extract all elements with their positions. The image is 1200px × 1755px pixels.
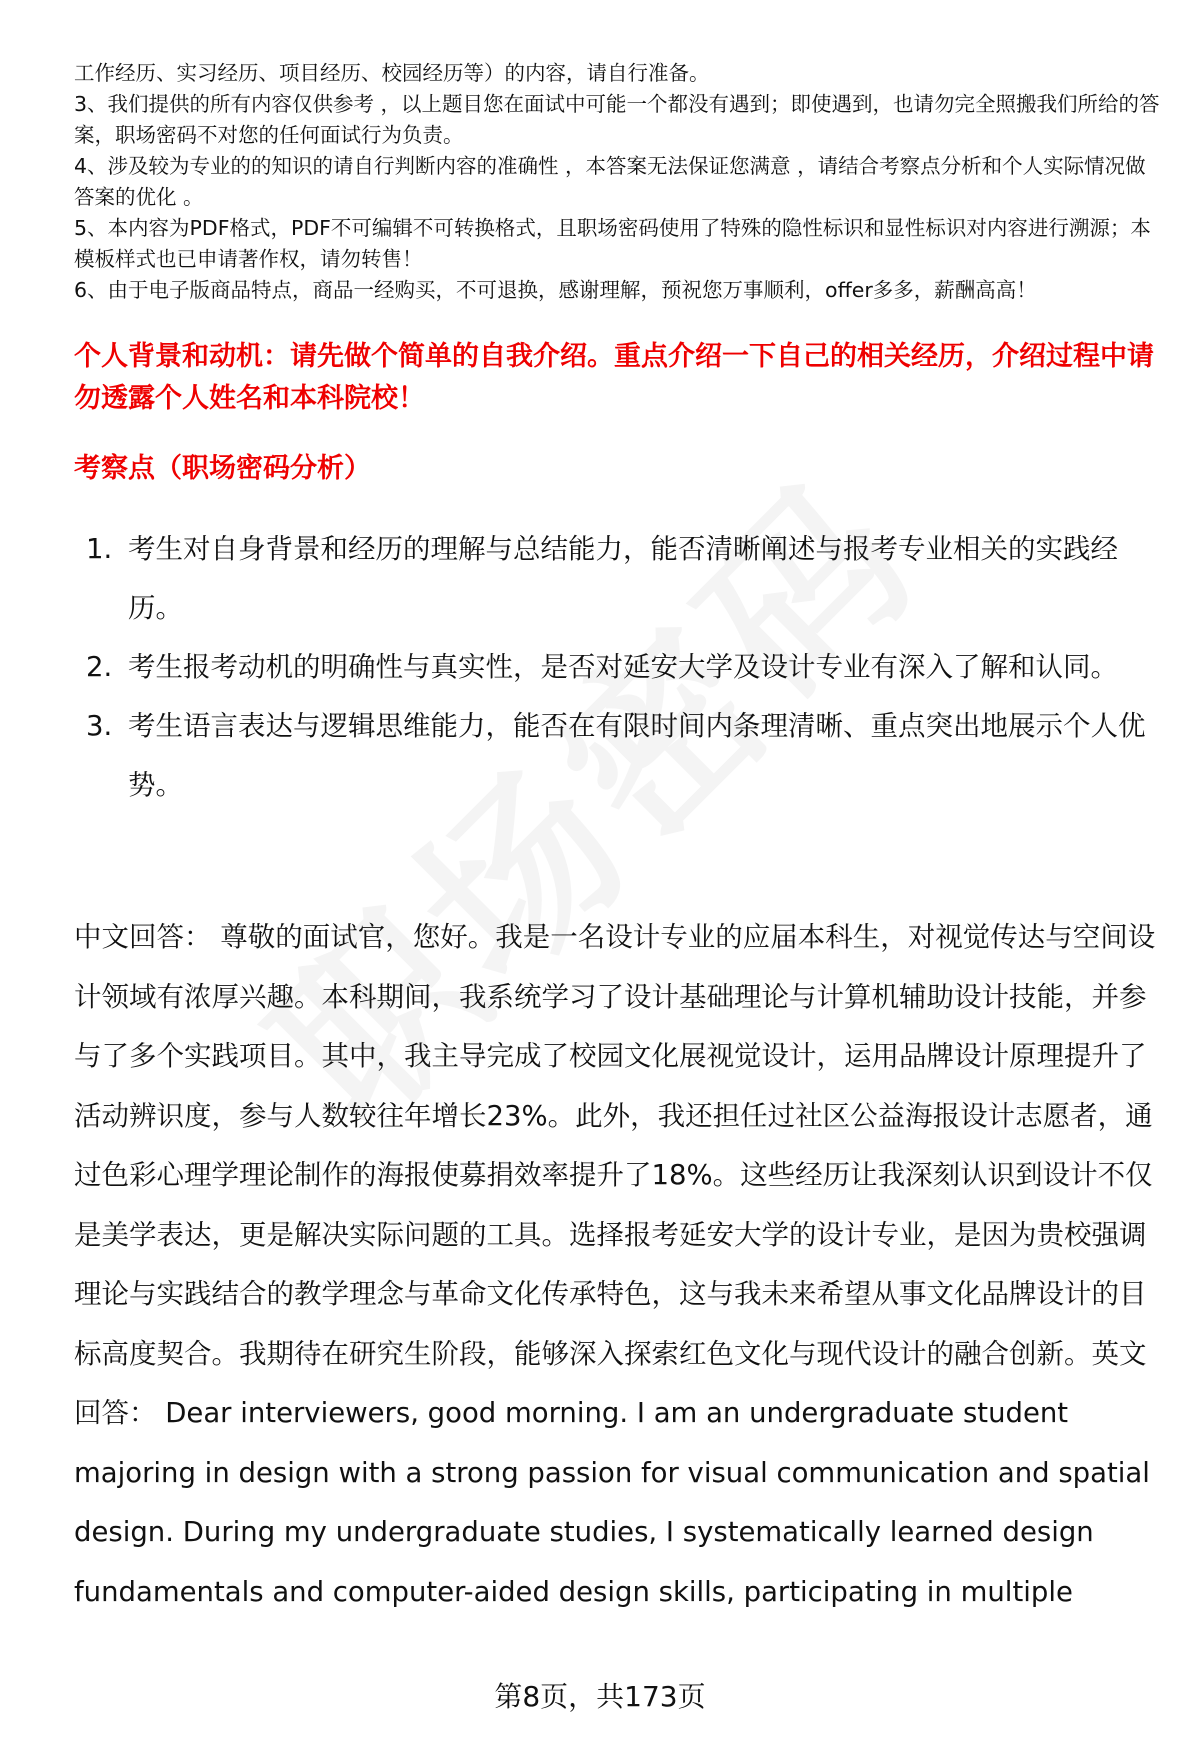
list-item-text: 考生语言表达与逻辑思维能力，能否在有限时间内条理清晰、重点突出地展示个人优势。 <box>128 710 1146 801</box>
list-item-number: 1. <box>86 533 113 565</box>
notes-section <box>74 58 1164 306</box>
analysis-title: 考察点（职场密码分析） <box>74 453 371 484</box>
analysis-points-list <box>74 520 1154 815</box>
note-line: 3、我们提供的所有内容仅供参考 ，以上题目您在面试中可能一个都没有遇到；即使遇到，也请勿完全照搬我们所给的答案，职场密码不对您的任何面试行为负责。 <box>74 92 1160 147</box>
note-line: 工作经历、实习经历、项目经历、校园经历等）的内容，请自行准备。 <box>74 61 710 85</box>
list-item <box>74 697 1154 815</box>
list-item-text: 考生对自身背景和经历的理解与总结能力，能否清晰阐述与报考专业相关的实践经历。 <box>128 533 1118 624</box>
note-line: 5、本内容为PDF格式，PDF不可编辑不可转换格式，且职场密码使用了特殊的隐性标识和显性标识对内容进行溯源；本模板样式也已申请著作权，请勿转售！ <box>74 216 1151 271</box>
question-heading: 个人背景和动机：请先做个简单的自我介绍。重点介绍一下自己的相关经历，介绍过程中请勿透露个人姓名和本科院校！ <box>74 341 1154 414</box>
list-item-number: 2. <box>86 651 113 683</box>
note-line: 6、由于电子版商品特点，商品一经购买，不可退换，感谢理解，预祝您万事顺利，offer多多，薪酬高高！ <box>74 278 1037 302</box>
list-item <box>74 520 1154 638</box>
note-line: 4、涉及较为专业的的知识的请自行判断内容的准确性 ，本答案无法保证您满意 ，请结合考察点分析和个人实际情况做答案的优化 。 <box>74 154 1146 209</box>
answer-paragraph: 中文回答： 尊敬的面试官，您好。我是一名设计专业的应届本科生，对视觉传达与空间设计领域有浓厚兴趣。本科期间，我系统学习了设计基础理论与计算机辅助设计技能，并参与了多个实践项目。其中，我主导完成了校园文化展视觉设计，运用品牌设计原理提升了活动辨识度，参与人数较往年增长23%。此外，我还担任过社区公益海报设计志愿者，通过色彩心理学理论制作的海报使募捐效率提升了18%。这些经历让我深刻认识到设计不仅是美学表达，更是解决实际问题的工具。选择报考延安大学的设计专业，是因为贵校强调理论与实践结合的教学理念与革命文化传承特色，这与我未来希望从事文化品牌设计的目标高度契合。我期待在研究生阶段，能够深入探索红色文化与现代设计的融合创新。英文回答： Dear interviewers, good morning. I am an undergraduate student majoring in design with a strong passion for visual communication and spatial design. During my undergraduate studies, I systematically learned design fundamentals and computer-aided design skills, participating in multiple <box>74 921 1156 1608</box>
page-number-footer: 第8页，共173页 <box>494 1680 706 1713</box>
list-item-number: 3. <box>86 710 113 742</box>
list-item <box>74 638 1154 697</box>
list-item-text: 考生报考动机的明确性与真实性，是否对延安大学及设计专业有深入了解和认同。 <box>128 651 1118 683</box>
